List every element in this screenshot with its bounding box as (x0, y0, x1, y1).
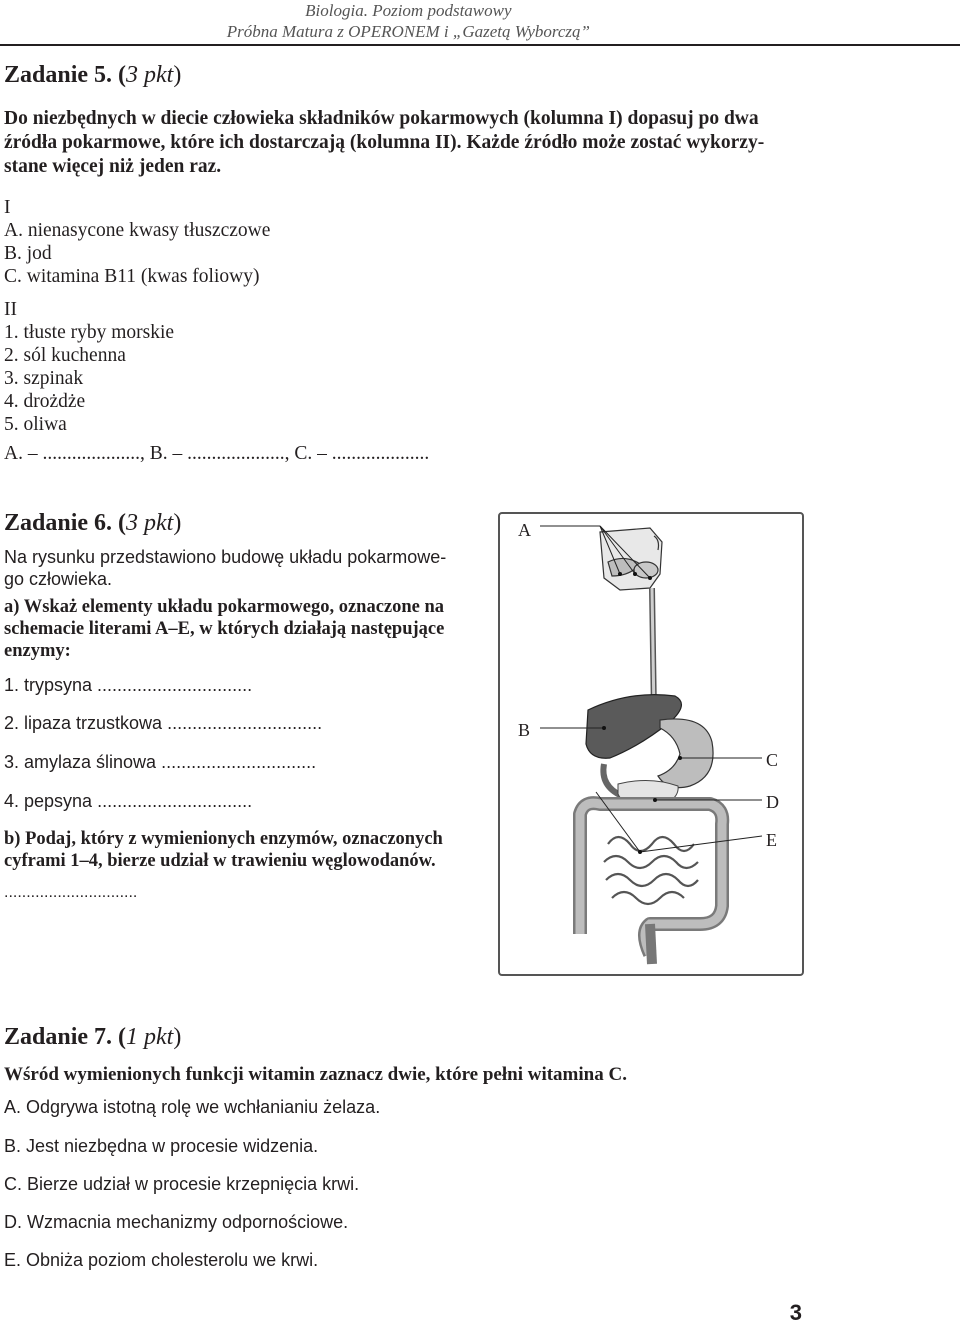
task7-title (4, 1024, 181, 1051)
task5-instruction-line: źródła pokarmowe, które ich dostarczają (kolumna II). Każde źródło może zostać wykorzy- (4, 132, 765, 153)
figure-label-c: C (766, 750, 779, 770)
digestive-system-figure (498, 512, 804, 976)
column-2-item: 3. szpinak (4, 368, 84, 389)
task6-part-a-line: enzymy: (4, 641, 71, 661)
figure-label-e: E (766, 830, 777, 850)
task7-option-c[interactable]: C. Bierze udział w procesie krzepnięcia krwi. (4, 1174, 360, 1194)
task5-column-2 (4, 298, 824, 436)
enzyme-item[interactable]: 1. trypsyna ............................... (4, 675, 253, 695)
enzyme-item[interactable]: 2. lipaza trzustkowa ............................... (4, 713, 323, 733)
page-header (227, 0, 590, 42)
task7-instruction: Wśród wymienionych funkcji witamin zaznacz dwie, które pełni witamina C. (4, 1064, 627, 1085)
task5-instruction-line: stane więcej niż jeden raz. (4, 156, 222, 177)
column-1-item: C. witamina B11 (kwas foliowy) (4, 266, 260, 287)
column-2-label: II (4, 299, 17, 320)
header-divider (0, 44, 960, 46)
column-2-item: 1. tłuste ryby morskie (4, 322, 175, 343)
task7-option-e[interactable]: E. Obniża poziom cholesterolu we krwi. (4, 1250, 319, 1270)
task7-title-suffix: ) (173, 1024, 182, 1050)
task5-instruction (4, 107, 824, 179)
digestive-system-drawing (500, 514, 802, 974)
task7-option-d[interactable]: D. Wzmacnia mechanizmy odpornościowe. (4, 1212, 349, 1232)
task6-part-a-line: schemacie literami A–E, w których działają następujące (4, 619, 445, 639)
header-subject: Biologia. Poziom podstawowy (305, 1, 512, 20)
figure-label-a: A (518, 520, 531, 540)
task6-part-a-line: a) Wskaż elementy układu pokarmowego, oznaczone na (4, 597, 445, 617)
enzyme-item[interactable]: 3. amylaza ślinowa ............................... (4, 752, 317, 772)
task7-title-prefix: Zadanie 7. ( (4, 1024, 127, 1050)
task6-part-b-line: cyframi 1–4, bierze udział w trawieniu węglowodanów. (4, 851, 436, 871)
task6-title-suffix: ) (173, 510, 182, 536)
column-2-item: 4. drożdże (4, 391, 86, 412)
task5-points: 3 pkt (126, 62, 174, 88)
task6-intro-line: go człowieka. (4, 569, 113, 589)
task5-column-1 (4, 196, 824, 288)
enzyme-item[interactable]: 4. pepsyna ............................... (4, 791, 253, 811)
page-number: 3 (789, 1300, 802, 1325)
task7-option-b[interactable]: B. Jest niezbędna w procesie widzenia. (4, 1136, 319, 1156)
task6-answer-b[interactable]: .............................. (4, 884, 138, 901)
column-1-item: A. nienasycone kwasy tłuszczowe (4, 220, 271, 241)
column-2-item: 2. sól kuchenna (4, 345, 126, 366)
head-region (600, 528, 662, 590)
header-exam: Próbna Matura z OPERONEM i „Gazetą Wyborczą” (226, 22, 590, 41)
task5-answer-line[interactable]: A. – ...................., B. – ...................., C. – .................... (4, 443, 430, 464)
task5-title-prefix: Zadanie 5. ( (4, 62, 127, 88)
task6-intro-line: Na rysunku przedstawiono budowę układu pokarmowe- (4, 547, 447, 567)
task6-title-prefix: Zadanie 6. ( (4, 510, 127, 536)
rectum (650, 924, 652, 964)
task5-instruction-line: Do niezbędnych w diecie człowieka składników pokarmowych (kolumna I) dopasuj po dwa (4, 108, 759, 129)
column-1-item: B. jod (4, 243, 52, 264)
column-1-label: I (4, 197, 11, 218)
task6-part-b-line: b) Podaj, który z wymienionych enzymów, oznaczonych (4, 829, 443, 849)
task5-title-suffix: ) (173, 62, 182, 88)
column-2-item: 5. oliwa (4, 414, 67, 435)
task6-part-a (4, 596, 494, 662)
task6-title (4, 510, 181, 537)
task5-title (4, 62, 181, 89)
task6-part-b (4, 828, 494, 872)
task6-intro (4, 546, 494, 590)
task7-option-a[interactable]: A. Odgrywa istotną rolę we wchłanianiu żelaza. (4, 1097, 381, 1117)
figure-label-b: B (518, 720, 531, 740)
small-intestine (604, 837, 698, 904)
task7-points: 1 pkt (126, 1024, 174, 1050)
task6-points: 3 pkt (126, 510, 174, 536)
figure-label-d: D (766, 792, 779, 812)
stomach (658, 719, 713, 788)
